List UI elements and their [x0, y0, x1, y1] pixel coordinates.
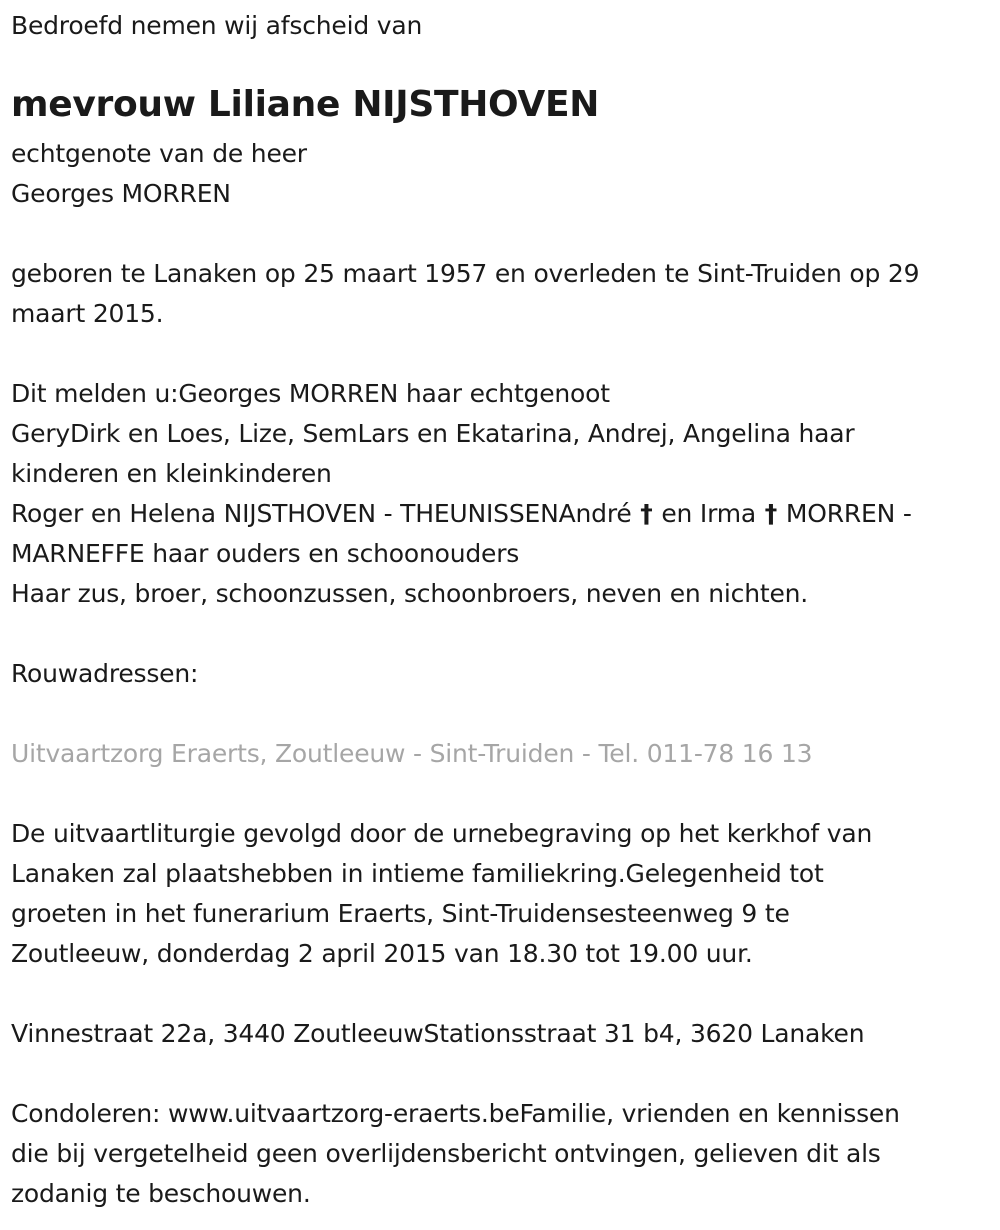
- spouse-line-1: echtgenote van de heer: [11, 139, 307, 168]
- mourning-section: [11, 654, 198, 694]
- liturgy-line-4: Zoutleeuw, donderdag 2 april 2015 van 18.30 tot 19.00 uur.: [11, 939, 753, 968]
- funeral-home-section: [11, 734, 812, 774]
- intro-text: Bedroefd nemen wij afscheid van: [11, 11, 423, 40]
- liturgy-line-1: De uitvaartliturgie gevolgd door de urnebegraving op het kerkhof van: [11, 819, 873, 848]
- cross-icon: †: [764, 499, 778, 528]
- funeral-home-info: Uitvaartzorg Eraerts, Zoutleeuw - Sint-Truiden - Tel. 011-78 16 13: [11, 739, 813, 768]
- announcers-line-4-part-3: MORREN -: [785, 499, 912, 528]
- liturgy-section: [11, 814, 872, 974]
- announcers-line-6: Haar zus, broer, schoonzussen, schoonbroers, neven en nichten.: [11, 579, 809, 608]
- condolences-section: [11, 1094, 900, 1214]
- announcers-line-4-part-1: Roger en Helena NIJSTHOVEN - THEUNISSENAndré: [11, 499, 632, 528]
- birth-death-section: [11, 254, 919, 334]
- condolences-line-3: zodanig te beschouwen.: [11, 1179, 311, 1208]
- announcers-line-2: GeryDirk en Loes, Lize, SemLars en Ekatarina, Andrej, Angelina haar: [11, 419, 855, 448]
- announcers-line-4: [11, 494, 912, 534]
- mourning-label: Rouwadressen:: [11, 659, 199, 688]
- announcers-line-3: kinderen en kleinkinderen: [11, 459, 332, 488]
- deceased-name: mevrouw Liliane NIJSTHOVEN: [11, 84, 600, 125]
- cross-icon: †: [640, 499, 653, 528]
- addresses-section: [11, 1014, 864, 1054]
- condolences-line-2: die bij vergetelheid geen overlijdensbericht ontvingen, gelieven dit als: [11, 1139, 881, 1168]
- spouse-section: [11, 134, 307, 214]
- birth-death-line-2: maart 2015.: [11, 299, 164, 328]
- liturgy-line-2: Lanaken zal plaatshebben in intieme familiekring.Gelegenheid tot: [11, 859, 824, 888]
- announcers-line-4-part-2: en Irma: [661, 499, 757, 528]
- announcers-section: [11, 374, 912, 614]
- condolences-line-1: Condoleren: www.uitvaartzorg-eraerts.beFamilie, vrienden en kennissen: [11, 1099, 900, 1128]
- liturgy-line-3: groeten in het funerarium Eraerts, Sint-Truidensesteenweg 9 te: [11, 899, 790, 928]
- addresses-line: Vinnestraat 22a, 3440 ZoutleeuwStationsstraat 31 b4, 3620 Lanaken: [11, 1019, 865, 1048]
- announcers-line-1: Dit melden u:Georges MORREN haar echtgenoot: [11, 379, 610, 408]
- birth-death-line-1: geboren te Lanaken op 25 maart 1957 en overleden te Sint-Truiden op 29: [11, 259, 920, 288]
- spouse-line-2: Georges MORREN: [11, 179, 231, 208]
- announcers-line-5: MARNEFFE haar ouders en schoonouders: [11, 539, 520, 568]
